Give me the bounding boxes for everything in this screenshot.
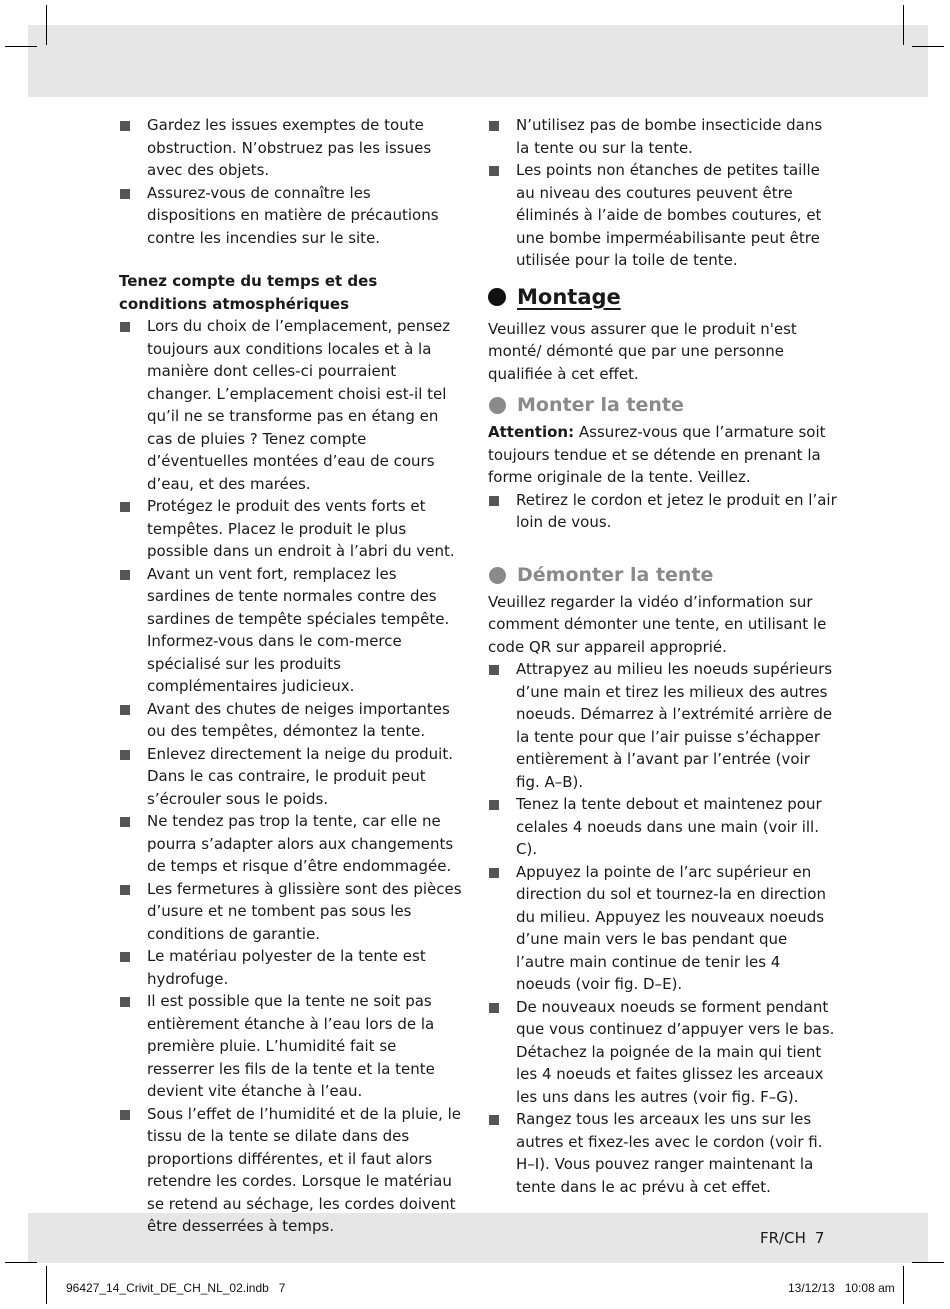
slug-date: 13/12/13 10:08 am (788, 1281, 895, 1295)
crop-mark (912, 1262, 944, 1263)
crop-mark (912, 46, 944, 47)
list-item (119, 810, 464, 878)
list-item (119, 945, 464, 990)
list-item (119, 315, 464, 495)
crop-mark (46, 1266, 47, 1304)
square-bullet-icon (120, 322, 130, 332)
list-item-text: Sous l’effet de l’humidité et de la pluie, le tissu de la tente se dilate dans des proportions différentes, et il faut alors retendre les cordes. Lorsque le matériau se retend au séchage, les cordes doivent être desserrées à temps. (147, 1104, 462, 1235)
list-item-text: Gardez les issues exemptes de toute obstruction. N’obstruez pas les issues avec des objets. (147, 116, 432, 179)
square-bullet-icon (489, 121, 499, 131)
list-item-text: Le matériau polyester de la tente est hydrofuge. (147, 947, 426, 988)
list-item (488, 114, 838, 159)
square-bullet-icon (120, 570, 130, 580)
list-item-text: Lors du choix de l’emplacement, pensez toujours aux conditions locales et à la manière dont celles-ci pourraient changer. L’emplacement choisi est-il tel qu’il ne se transforme pas en étang en cas de pluies ? Tenez compte d’éventuelles montées d’eau de cours d’eau, et des marées. (147, 317, 451, 493)
square-bullet-icon (120, 121, 130, 131)
list-item-text: De nouveaux noeuds se forment pendant que vous continuez d’appuyer vers le bas. Détachez la poignée de la main qui tient les 4 noeuds et faites glissez les arceaux les uns dans les autres (voir fig. F–G). (516, 997, 835, 1106)
montage-paragraph (488, 318, 838, 386)
list-item-text: Attrapyez au milieu les noeuds supérieurs d’une main et tirez les milieux des autres noeuds. Démarrez à l’extrémité arrière de la tente pour que l’air puisse s’échapper entièrement à l’avant par l’entrée (voir fig. A–B). (516, 660, 833, 791)
list-item-text: Appuyez la pointe de l’arc supérieur en direction du sol et tournez-la en direction du milieu. Appuyez les nouveaux noeuds d’une main vers le bas pendant que l’autre main continue de tenir les 4 noeuds (voir fig. D–E). (516, 862, 826, 993)
bullet-list-top (488, 114, 838, 272)
attention-line (488, 421, 838, 489)
list-item (488, 861, 838, 996)
list-item (119, 114, 464, 182)
monter-bullets (488, 489, 838, 534)
demonter-text: Veuillez regarder la vidéo d’information sur comment démonter une tente, en utilisant le code QR sur appareil approprié. (488, 592, 827, 656)
square-bullet-icon (489, 800, 499, 810)
right-column (488, 114, 838, 1198)
demonter-heading-text: Démonter la tente (517, 563, 714, 586)
square-bullet-icon (120, 750, 130, 760)
square-bullet-icon (489, 166, 499, 176)
crop-mark (903, 1266, 904, 1304)
square-bullet-icon (120, 189, 130, 199)
page-footer (760, 1229, 824, 1247)
square-bullet-icon (120, 705, 130, 715)
list-item-text: N’utilisez pas de bombe insecticide dans la tente ou sur la tente. (516, 116, 823, 157)
grey-dot-icon (489, 567, 506, 584)
square-bullet-icon (120, 952, 130, 962)
header-band (28, 25, 928, 97)
list-item-text: Il est possible que la tente ne soit pas entièrement étanche à l’eau lors de la première pluie. L’humidité fait se resserrer les fils de la tente et la tente devient vite étanche à l’eau. (147, 992, 435, 1100)
square-bullet-icon (120, 817, 130, 827)
list-item-text: Enlevez directement la neige du produit. Dans le cas contraire, le produit peut s’écrouler sous le poids. (147, 744, 453, 808)
crop-mark (46, 5, 47, 45)
page-number: 7 (814, 1229, 825, 1247)
monter-heading (488, 392, 838, 418)
list-item-text: Protégez le produit des vents forts et tempêtes. Placez le produit le plus possible dans un endroit à l’abri du vent. (147, 497, 455, 560)
list-item (488, 996, 838, 1109)
list-item-text: Les points non étanches de petites taille au niveau des coutures peuvent être éliminés à l’aide de bombes coutures, et une bombe imperméabilisante peut être utilisée pour la toile de tente. (516, 161, 822, 269)
square-bullet-icon (120, 997, 130, 1007)
crop-mark (903, 5, 904, 45)
list-item (119, 743, 464, 811)
list-item (488, 793, 838, 861)
montage-text: Veuillez vous assurer que le produit n'est monté/ démonté que par une personne qualifiée à cet effet. (488, 319, 797, 383)
square-bullet-icon (489, 1003, 499, 1013)
list-item (119, 563, 464, 698)
list-item (119, 182, 464, 250)
list-item-text: Rangez tous les arceaux les uns sur les autres et fixez-les avec le cordon (voir fi. H–I). Vous pouvez ranger maintenant la tente dans le ac prévu à cet effet. (516, 1110, 823, 1196)
square-bullet-icon (489, 868, 499, 878)
montage-heading-text: Montage (517, 284, 621, 309)
bullet-list-a (119, 114, 464, 249)
demonter-paragraph (488, 591, 838, 659)
left-column (119, 114, 464, 1238)
montage-heading (488, 283, 838, 311)
crop-mark (5, 46, 37, 47)
bullet-list-b (119, 315, 464, 1238)
monter-heading-text: Monter la tente (517, 394, 684, 416)
list-item (488, 159, 838, 272)
footer-lang: FR/CH (760, 1229, 806, 1247)
attention-label: Attention: (488, 423, 575, 441)
crop-mark (5, 1262, 37, 1263)
list-item (488, 489, 838, 534)
list-item-text: Assurez-vous de connaître les dispositions en matière de précautions contre les incendies sur le site. (147, 183, 439, 247)
attention-paragraph (488, 421, 838, 489)
list-item (119, 698, 464, 743)
slug-file: 96427_14_Crivit_DE_CH_NL_02.indb 7 (66, 1281, 286, 1295)
square-bullet-icon (120, 502, 130, 512)
grey-dot-icon (489, 397, 506, 414)
list-item-text: Ne tendez pas trop la tente, car elle ne pourra s’adapter alors aux changements de temps et risque d’être endommagée. (147, 812, 454, 875)
list-item (119, 878, 464, 946)
square-bullet-icon (489, 1115, 499, 1125)
list-item-text: Avant un vent fort, remplacez les sardines de tente normales contre des sardines de tempête spéciales tempête. Informez-vous dans le com-merce spécialisé sur les produits complémentaires judicieux. (147, 564, 450, 695)
list-item (119, 990, 464, 1103)
square-bullet-icon (489, 496, 499, 506)
demonter-bullets (488, 658, 838, 1198)
attention-text: Assurez-vous que l’armature soit toujours tendue et se détende en prenant la forme originale de la tente. Veillez. (488, 423, 826, 486)
list-item-text: Retirez le cordon et jetez le produit en l’air loin de vous. (516, 490, 837, 531)
demonter-heading (488, 562, 838, 588)
list-item-text: Tenez la tente debout et maintenez pour celales 4 noeuds dans une main (voir ill. C). (516, 795, 822, 858)
square-bullet-icon (489, 665, 499, 675)
list-item (119, 495, 464, 563)
list-item (119, 1103, 464, 1238)
weather-heading: Tenez compte du temps et des conditions atmosphériques (119, 272, 378, 313)
list-item (488, 658, 838, 793)
list-item-text: Avant des chutes de neiges importantes ou des tempêtes, démontez la tente. (147, 699, 450, 740)
list-item (488, 1108, 838, 1198)
square-bullet-icon (120, 1110, 130, 1120)
list-item-text: Les fermetures à glissière sont des pièces d’usure et ne tombent pas sous les conditions de garantie. (147, 879, 462, 943)
black-dot-icon (488, 288, 506, 306)
square-bullet-icon (120, 885, 130, 895)
